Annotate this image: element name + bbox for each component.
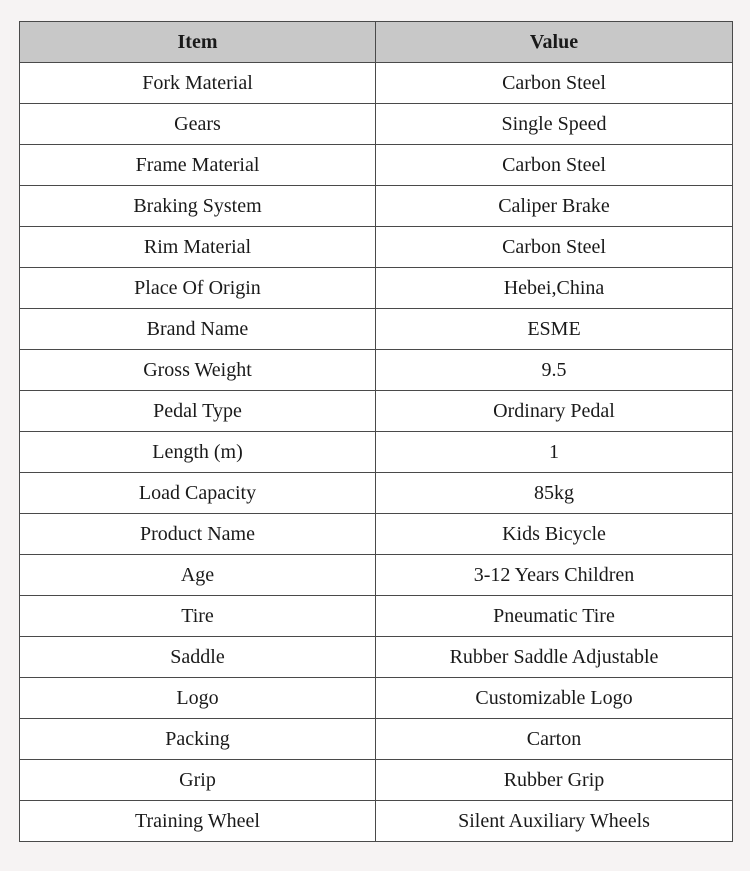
table-row [20,760,733,801]
item-cell: Length (m) [20,432,376,473]
item-cell: Frame Material [20,145,376,186]
value-cell: Kids Bicycle [376,514,733,555]
item-cell: Braking System [20,186,376,227]
header-item: Item [20,22,376,63]
item-cell: Brand Name [20,309,376,350]
table-row [20,186,733,227]
item-cell: Load Capacity [20,473,376,514]
value-cell: Rubber Saddle Adjustable [376,637,733,678]
item-cell: Pedal Type [20,391,376,432]
item-cell: Fork Material [20,63,376,104]
value-cell: 9.5 [376,350,733,391]
value-cell: Carbon Steel [376,63,733,104]
table-row [20,719,733,760]
item-cell: Grip [20,760,376,801]
item-cell: Logo [20,678,376,719]
value-cell: 1 [376,432,733,473]
table-row [20,145,733,186]
item-cell: Product Name [20,514,376,555]
value-cell: Carbon Steel [376,145,733,186]
table-row [20,473,733,514]
value-cell: Customizable Logo [376,678,733,719]
value-cell: Caliper Brake [376,186,733,227]
table-row [20,309,733,350]
item-cell: Gears [20,104,376,145]
table-row [20,63,733,104]
table-row [20,227,733,268]
item-cell: Age [20,555,376,596]
item-cell: Gross Weight [20,350,376,391]
table-header [20,22,733,63]
item-cell: Tire [20,596,376,637]
header-row [20,22,733,63]
table-row [20,514,733,555]
spec-table [19,21,733,842]
table-row [20,268,733,309]
table-row [20,801,733,842]
item-cell: Packing [20,719,376,760]
header-value: Value [376,22,733,63]
table-body [20,63,733,842]
table-row [20,555,733,596]
value-cell: 85kg [376,473,733,514]
value-cell: Rubber Grip [376,760,733,801]
table-row [20,678,733,719]
value-cell: Single Speed [376,104,733,145]
table-row [20,104,733,145]
value-cell: ESME [376,309,733,350]
value-cell: 3-12 Years Children [376,555,733,596]
value-cell: Carbon Steel [376,227,733,268]
table-row [20,596,733,637]
table-row [20,391,733,432]
table-row [20,350,733,391]
value-cell: Pneumatic Tire [376,596,733,637]
value-cell: Carton [376,719,733,760]
value-cell: Ordinary Pedal [376,391,733,432]
value-cell: Silent Auxiliary Wheels [376,801,733,842]
item-cell: Rim Material [20,227,376,268]
item-cell: Training Wheel [20,801,376,842]
table-row [20,637,733,678]
value-cell: Hebei,China [376,268,733,309]
table-row [20,432,733,473]
item-cell: Place Of Origin [20,268,376,309]
item-cell: Saddle [20,637,376,678]
